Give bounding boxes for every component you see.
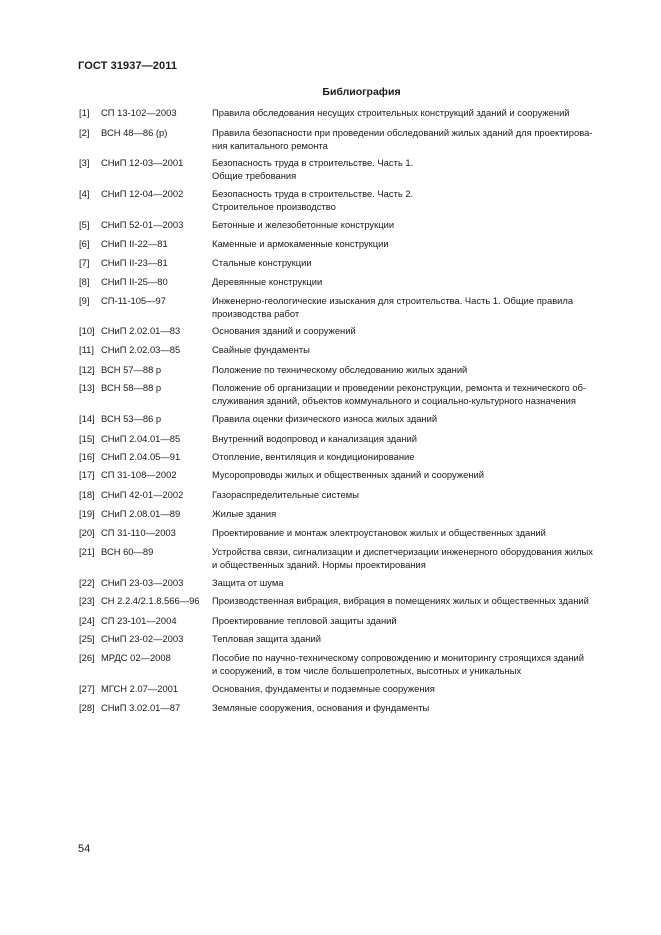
entry-number: [27]: [79, 683, 95, 694]
entry-title: [212, 468, 616, 481]
entry-title-line: Жилые здания: [212, 508, 277, 519]
entry-number: [28]: [79, 702, 95, 713]
entry-title-line: Газораспределительные системы: [212, 489, 359, 500]
entry-code: ВСН 58—88 р: [101, 382, 162, 393]
entry-title-line: Основания зданий и сооружений: [212, 325, 356, 336]
entry-number: [5]: [79, 219, 90, 230]
document-code-header: ГОСТ 31937—2011: [78, 60, 178, 72]
entry-title: [212, 187, 616, 213]
entry-title: [212, 507, 616, 520]
entry-title-line: служивания зданий, объектов коммунального и социально-культурного назначения: [212, 395, 576, 406]
entry-number: [18]: [79, 489, 95, 500]
entry-title: [212, 701, 616, 714]
entry-number: [23]: [79, 595, 95, 606]
entry-title: [212, 324, 616, 337]
entry-code: ВСН 53—86 р: [101, 413, 162, 424]
entry-title: [212, 682, 616, 695]
entry-code: СП 31-108—2002: [101, 469, 177, 480]
entry-number: [9]: [79, 295, 90, 306]
entry-title-line: Каменные и армокаменные конструкции: [212, 238, 389, 249]
entry-code: СП 23-101—2004: [101, 615, 177, 626]
entry-code: СНиП 12-03—2001: [101, 157, 184, 168]
entry-code: СНиП 23-02—2003: [101, 633, 184, 644]
entry-title-line: Устройства связи, сигнализации и диспетчеризации инженерного оборудования жилых: [212, 546, 593, 557]
entry-code: СНиП II-22—81: [101, 238, 168, 249]
entry-number: [14]: [79, 413, 95, 424]
entry-number: [3]: [79, 157, 90, 168]
entry-title: [212, 450, 616, 463]
entry-number: [7]: [79, 257, 90, 268]
entry-code: СНиП 3.02.01—87: [101, 702, 181, 713]
entry-number: [22]: [79, 577, 95, 588]
entry-title: [212, 363, 616, 376]
entry-code: ВСН 57—88 р: [101, 364, 162, 375]
entry-title-line: Проектирование тепловой защиты зданий: [212, 615, 397, 626]
entry-title: [212, 343, 616, 356]
entry-code: СН 2.2.4/2.1.8.566—96: [101, 595, 200, 606]
entry-number: [17]: [79, 469, 95, 480]
entry-title-line: Свайные фундаменты: [212, 344, 310, 355]
entry-title: [212, 614, 616, 627]
entry-number: [13]: [79, 382, 95, 393]
entry-title: [212, 156, 616, 182]
entry-title-line: Правила безопасности при проведении обследований жилых зданий для проектирова-: [212, 127, 593, 138]
entry-number: [1]: [79, 107, 90, 118]
entry-title-line: Правила оценки физического износа жилых зданий: [212, 413, 438, 424]
entry-title: [212, 651, 616, 677]
entry-number: [21]: [79, 546, 95, 557]
entry-code: МРДС 02—2008: [101, 652, 171, 663]
entry-number: [11]: [79, 344, 94, 355]
entry-number: [2]: [79, 127, 90, 138]
entry-title-line: Положение об организации и проведении реконструкции, ремонта и технического об-: [212, 382, 587, 393]
entry-title-line: Безопасность труда в строительстве. Часть 1.: [212, 157, 414, 168]
entry-title-line: Бетонные и железобетонные конструкции: [212, 219, 395, 230]
entry-code: СП-11-105—97: [101, 295, 166, 306]
section-title: Библиография: [322, 86, 401, 98]
entry-title-line: Внутренний водопровод и канализация зданий: [212, 433, 417, 444]
entry-title: [212, 526, 616, 539]
entry-number: [16]: [79, 451, 95, 462]
entry-code: СНиП II-23—81: [101, 257, 168, 268]
entry-number: [12]: [79, 364, 95, 375]
entry-number: [24]: [79, 615, 95, 626]
entry-title: [212, 237, 616, 250]
entry-title: [212, 594, 616, 607]
entry-code: СНиП 42-01—2002: [101, 489, 184, 500]
entry-number: [6]: [79, 238, 90, 249]
entry-title-line: Отопление, вентиляция и кондиционирование: [212, 451, 415, 462]
page-number: 54: [78, 843, 91, 855]
entry-title: [212, 488, 616, 501]
entry-code: ВСН 60—89: [101, 546, 154, 557]
entry-code: СНиП 2.08.01—89: [101, 508, 181, 519]
entry-number: [19]: [79, 508, 95, 519]
entry-code: СНиП II-25—80: [101, 276, 168, 287]
entry-title-line: Земляные сооружения, основания и фундаменты: [212, 702, 430, 713]
entry-title-line: Защита от шума: [212, 577, 284, 588]
entry-code: СП 31-110—2003: [101, 527, 176, 538]
entry-code: СП 13-102—2003: [101, 107, 177, 118]
entry-title-line: Безопасность труда в строительстве. Часть 2.: [212, 188, 414, 199]
entry-title-line: Производственная вибрация, вибрация в помещениях жилых и общественных зданий: [212, 595, 589, 606]
entry-title-line: Положение по техническому обследованию жилых зданий: [212, 364, 468, 375]
entry-title: [212, 412, 616, 425]
entry-code: СНиП 2.02.03—85: [101, 344, 181, 355]
entry-title-line: ния капитального ремонта: [212, 140, 328, 151]
entry-title: [212, 294, 616, 320]
entry-title: [212, 126, 616, 152]
entry-title: [212, 632, 616, 645]
entry-title: [212, 381, 616, 407]
entry-number: [25]: [79, 633, 95, 644]
entry-title-line: и общественных зданий. Нормы проектирования: [212, 559, 426, 570]
entry-title: [212, 275, 616, 288]
entry-code: СНиП 2.04.01—85: [101, 433, 181, 444]
entry-title-line: Деревянные конструкции: [212, 276, 323, 287]
entry-title: [212, 218, 616, 231]
entry-number: [4]: [79, 188, 90, 199]
entry-number: [26]: [79, 652, 95, 663]
entry-title: [212, 545, 616, 571]
entry-title: [212, 256, 616, 269]
entry-title-line: Правила обследования несущих строительных конструкций зданий и сооружений: [212, 107, 570, 118]
entry-code: ВСН 48—86 (р): [101, 127, 168, 138]
entry-number: [10]: [79, 325, 95, 336]
entry-number: [20]: [79, 527, 95, 538]
entry-title-line: Основания, фундаменты и подземные сооружения: [212, 683, 435, 694]
entry-title: [212, 432, 616, 445]
entry-code: МГСН 2.07—2001: [101, 683, 179, 694]
entry-code: СНиП 12-04—2002: [101, 188, 184, 199]
entry-title-line: производства работ: [212, 308, 300, 319]
entry-code: СНиП 2.04.05—91: [101, 451, 181, 462]
entry-number: [8]: [79, 276, 90, 287]
entry-title-line: и сооружений, в том числе большепролетных, высотных и уникальных: [212, 665, 522, 676]
entry-title-line: Тепловая защита зданий: [212, 633, 321, 644]
entry-title-line: Пособие по научно-техническому сопровождению и мониторингу строящихся зданий: [212, 652, 584, 663]
entry-title-line: Строительное производство: [212, 201, 336, 212]
entry-title-line: Стальные конструкции: [212, 257, 312, 268]
entry-title: [212, 576, 616, 589]
entry-code: СНиП 52-01—2003: [101, 219, 184, 230]
entry-title-line: Инженерно-геологические изыскания для строительства. Часть 1. Общие правила: [212, 295, 574, 306]
entry-title: [212, 106, 616, 119]
entry-title-line: Мусоропроводы жилых и общественных зданий и сооружений: [212, 469, 484, 480]
entry-number: [15]: [79, 433, 95, 444]
entry-title-line: Проектирование и монтаж электроустановок жилых и общественных зданий: [212, 527, 546, 538]
entry-code: СНиП 2.02.01—83: [101, 325, 181, 336]
entry-title-line: Общие требования: [212, 170, 297, 181]
entry-code: СНиП 23-03—2003: [101, 577, 184, 588]
